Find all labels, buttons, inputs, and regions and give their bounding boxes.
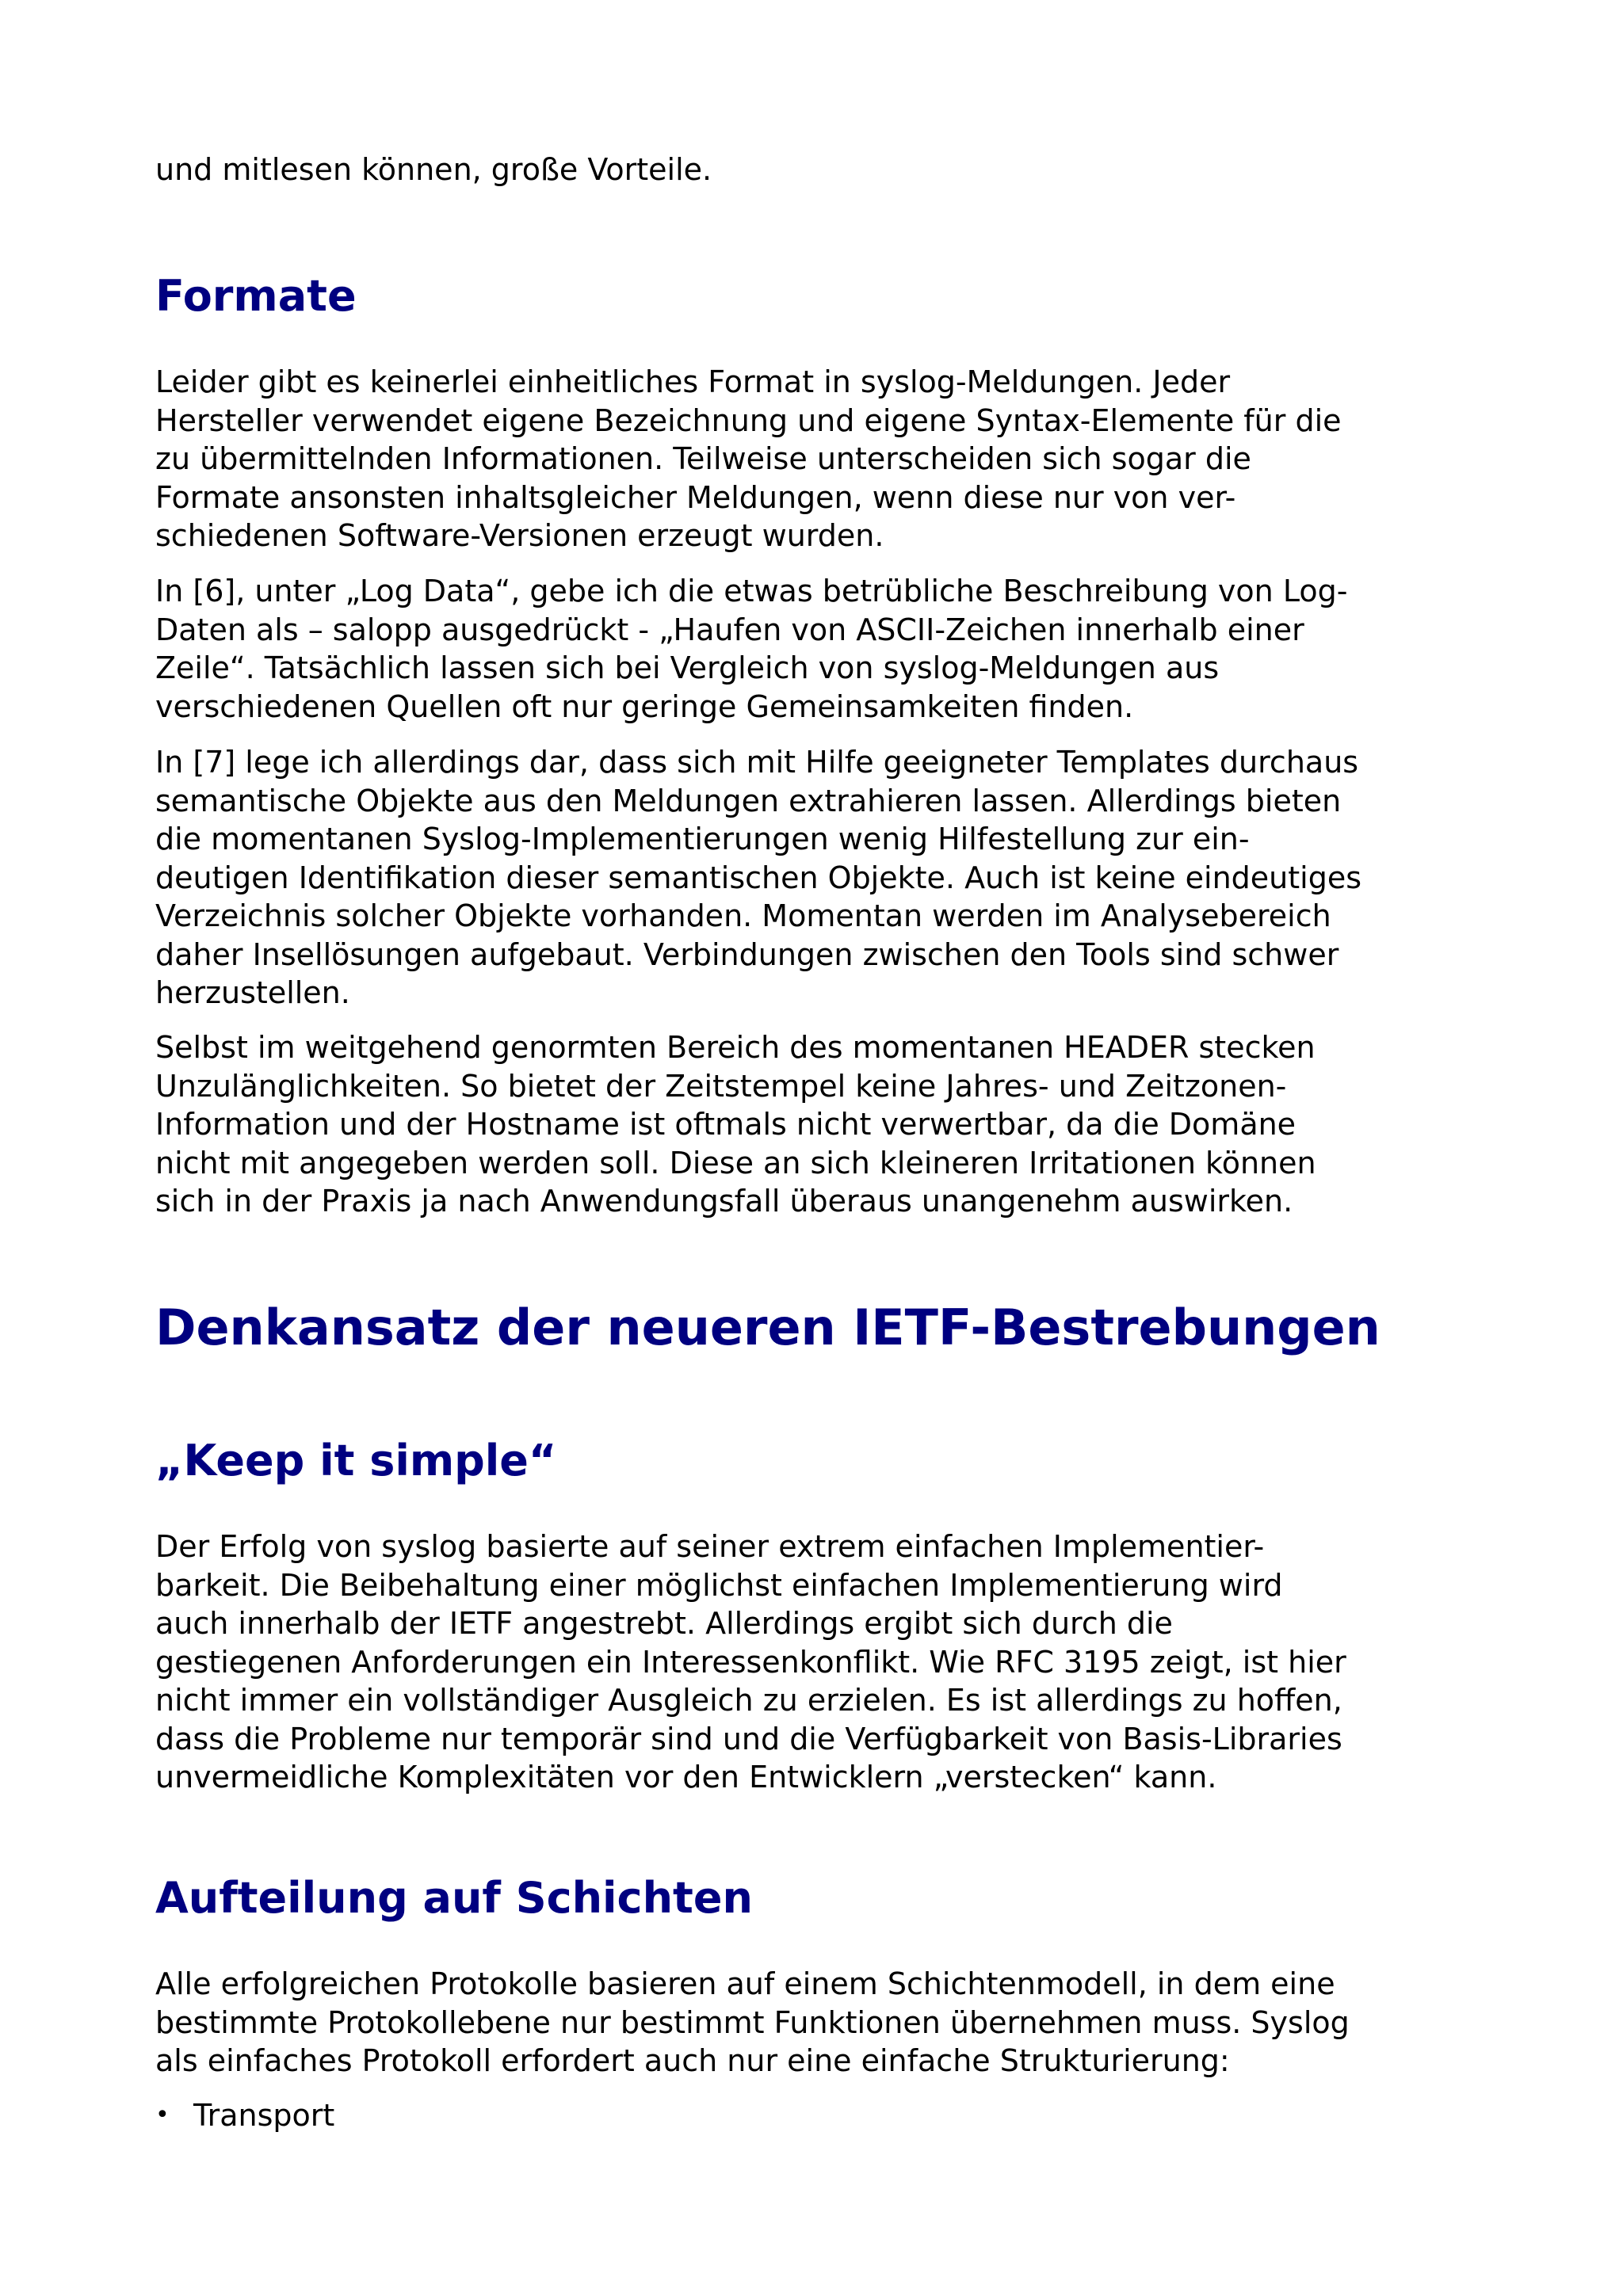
- list-item: [155, 2096, 334, 2135]
- text-line: semantische Objekte aus den Meldungen extrahieren lassen. Allerdings bieten: [155, 783, 1342, 818]
- text-line: Der Erfolg von syslog basierte auf seiner extrem einfachen Implementier-: [155, 1529, 1265, 1564]
- heading-formate: Formate: [155, 271, 357, 321]
- heading-keep-it-simple: „Keep it simple“: [155, 1436, 557, 1486]
- text-line: bestimmte Protokollebene nur bestimmt Funktionen übernehmen muss. Syslog: [155, 2004, 1350, 2040]
- schichten-paragraph-1: [155, 1965, 1350, 2081]
- text-line: nicht immer ein vollständiger Ausgleich zu erzielen. Es ist allerdings zu hoffen,: [155, 1683, 1342, 1718]
- text-line: und mitlesen können, große Vorteile.: [155, 152, 712, 187]
- text-line: Hersteller verwendet eigene Bezeichnung und eigene Syntax-Elemente für die: [155, 402, 1342, 438]
- text-line: die momentanen Syslog-Implementierungen wenig Hilfestellung zur ein-: [155, 822, 1250, 856]
- text-line: herzustellen.: [155, 975, 350, 1010]
- text-line: als einfaches Protokoll erfordert auch nur eine einfache Strukturierung:: [155, 2043, 1230, 2078]
- text-line: Verzeichnis solcher Objekte vorhanden. Momentan werden im Analysebereich: [155, 898, 1331, 933]
- text-line: schiedenen Software-Versionen erzeugt wurden.: [155, 518, 884, 553]
- text-line: Zeile“. Tatsächlich lassen sich bei Vergleich von syslog-Meldungen aus: [155, 650, 1220, 685]
- list-item-label: Transport: [193, 2098, 335, 2133]
- text-line: Daten als – salopp ausgedrückt - „Haufen von ASCII-Zeichen innerhalb einer: [155, 612, 1304, 647]
- text-line: barkeit. Die Beibehaltung einer möglichst einfachen Implementierung wird: [155, 1567, 1283, 1603]
- text-line: unvermeidliche Komplexitäten vor den Entwicklern „verstecken“ kann.: [155, 1760, 1217, 1794]
- text-line: gestiegenen Anforderungen ein Interessenkonflikt. Wie RFC 3195 zeigt, ist hier: [155, 1644, 1346, 1680]
- bullet-icon: •: [155, 2101, 170, 2129]
- formate-paragraph-1: [155, 363, 1342, 555]
- text-line: sich in der Praxis ja nach Anwendungsfall überaus unangenehm auswirken.: [155, 1184, 1293, 1219]
- text-line: daher Insellösungen aufgebaut. Verbindungen zwischen den Tools sind schwer: [155, 936, 1339, 972]
- text-line: In [6], unter „Log Data“, gebe ich die etwas betrübliche Beschreibung von Log-: [155, 574, 1348, 608]
- text-line: verschiedenen Quellen oft nur geringe Gemeinsamkeiten finden.: [155, 688, 1134, 724]
- text-line: auch innerhalb der IETF angestrebt. Allerdings ergibt sich durch die: [155, 1606, 1173, 1641]
- text-line: dass die Probleme nur temporär sind und die Verfügbarkeit von Basis-Libraries: [155, 1721, 1342, 1756]
- text-line: Selbst im weitgehend genormten Bereich des momentanen HEADER stecken: [155, 1030, 1316, 1065]
- text-line: Formate ansonsten inhaltsgleicher Meldungen, wenn diese nur von ver-: [155, 479, 1236, 515]
- text-line: Alle erfolgreichen Protokolle basieren auf einem Schichtenmodell, in dem eine: [155, 1966, 1335, 2001]
- text-line: Unzulänglichkeiten. So bietet der Zeitstempel keine Jahres- und Zeitzonen-: [155, 1068, 1287, 1104]
- heading-denkansatz: Denkansatz der neueren IETF-Bestrebungen: [155, 1299, 1381, 1356]
- text-line: In [7] lege ich allerdings dar, dass sich mit Hilfe geeigneter Templates durchaus: [155, 745, 1359, 780]
- formate-paragraph-4: [155, 1028, 1316, 1221]
- intro-paragraph: [155, 151, 712, 189]
- formate-paragraph-3: [155, 743, 1361, 1013]
- schichten-list: [155, 2096, 334, 2135]
- heading-aufteilung: Aufteilung auf Schichten: [155, 1873, 753, 1923]
- formate-paragraph-2: [155, 572, 1347, 726]
- text-line: nicht mit angegeben werden soll. Diese an sich kleineren Irritationen können: [155, 1145, 1316, 1180]
- text-line: zu übermittelnden Informationen. Teilweise unterscheiden sich sogar die: [155, 441, 1251, 476]
- text-line: Leider gibt es keinerlei einheitliches Format in syslog-Meldungen. Jeder: [155, 364, 1231, 399]
- keep-paragraph-1: [155, 1527, 1346, 1797]
- text-line: deutigen Identifikation dieser semantischen Objekte. Auch ist keine eindeutiges: [155, 860, 1362, 895]
- text-line: Information und der Hostname ist oftmals nicht verwertbar, da die Domäne: [155, 1107, 1296, 1142]
